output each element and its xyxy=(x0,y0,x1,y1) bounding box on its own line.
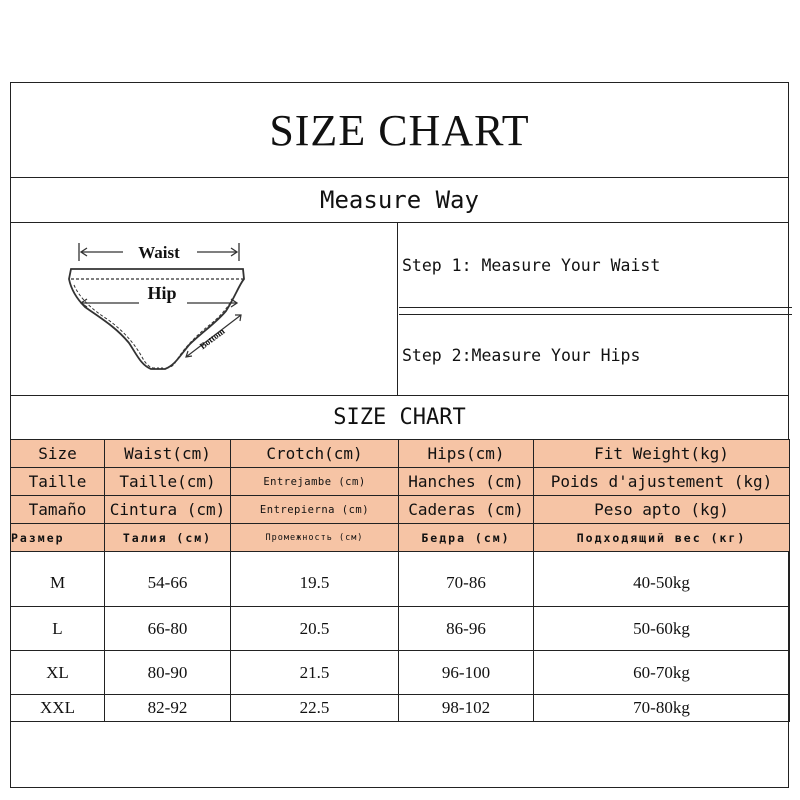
hips-cell: 98-102 xyxy=(399,695,534,722)
header-cell: Taille xyxy=(11,468,105,496)
header-cell: Hips(cm) xyxy=(399,440,534,468)
header-cell: Taille(cm) xyxy=(105,468,231,496)
table-row xyxy=(11,695,790,722)
header-cell: Poids d'ajustement (kg) xyxy=(534,468,790,496)
size-table xyxy=(10,439,790,722)
crotch-cell: 21.5 xyxy=(231,651,399,695)
header-cell: Подходящий вес (кг) xyxy=(534,524,790,552)
header-row-english xyxy=(11,440,790,468)
crotch-cell: 22.5 xyxy=(231,695,399,722)
table-row xyxy=(11,552,790,607)
bottom-label: Bottom xyxy=(197,326,227,352)
size-cell: M xyxy=(11,552,105,607)
weight-cell: 50-60kg xyxy=(534,607,790,651)
waist-cell: 82-92 xyxy=(105,695,231,722)
waist-cell: 54-66 xyxy=(105,552,231,607)
header-cell: Fit Weight(kg) xyxy=(534,440,790,468)
header-cell: Peso apto (kg) xyxy=(534,496,790,524)
header-cell: Hanches (cm) xyxy=(399,468,534,496)
waist-label: Waist xyxy=(138,243,180,262)
size-chart-frame xyxy=(10,82,789,788)
step-2-text: Step 2:Measure Your Hips xyxy=(399,314,792,396)
page-title: SIZE CHART xyxy=(11,83,788,178)
header-cell: Size xyxy=(11,440,105,468)
hips-cell: 96-100 xyxy=(399,651,534,695)
waist-cell: 66-80 xyxy=(105,607,231,651)
table-row xyxy=(11,607,790,651)
underwear-diagram xyxy=(11,223,398,395)
size-cell: XL xyxy=(11,651,105,695)
crotch-cell: 19.5 xyxy=(231,552,399,607)
hip-label: Hip xyxy=(147,283,177,303)
header-cell: Талия (см) xyxy=(105,524,231,552)
header-cell: Caderas (cm) xyxy=(399,496,534,524)
hips-cell: 86-96 xyxy=(399,607,534,651)
size-chart-heading: SIZE CHART xyxy=(333,405,466,430)
header-cell: Бедра (см) xyxy=(399,524,534,552)
briefs-illustration xyxy=(11,223,397,395)
hips-cell: 70-86 xyxy=(399,552,534,607)
measure-section xyxy=(11,223,788,396)
header-cell: Waist(cm) xyxy=(105,440,231,468)
size-cell: L xyxy=(11,607,105,651)
weight-cell: 70-80kg xyxy=(534,695,790,722)
header-cell: Entrepierna (cm) xyxy=(231,496,399,524)
step-1-text: Step 1: Measure Your Waist xyxy=(399,223,792,308)
weight-cell: 60-70kg xyxy=(534,651,790,695)
weight-cell: 40-50kg xyxy=(534,552,790,607)
header-cell: Entrejambe (cm) xyxy=(231,468,399,496)
header-row-russian xyxy=(11,524,790,552)
measure-heading: Measure Way xyxy=(11,178,788,223)
header-cell: Tamaño xyxy=(11,496,105,524)
header-row-spanish xyxy=(11,496,790,524)
header-cell: Промежность (см) xyxy=(231,524,399,552)
size-cell: XXL xyxy=(11,695,105,722)
header-cell: Cintura (cm) xyxy=(105,496,231,524)
table-row xyxy=(11,651,790,695)
header-cell: Crotch(cm) xyxy=(231,440,399,468)
waist-cell: 80-90 xyxy=(105,651,231,695)
header-cell: Размер xyxy=(11,524,105,552)
crotch-cell: 20.5 xyxy=(231,607,399,651)
header-row-french xyxy=(11,468,790,496)
